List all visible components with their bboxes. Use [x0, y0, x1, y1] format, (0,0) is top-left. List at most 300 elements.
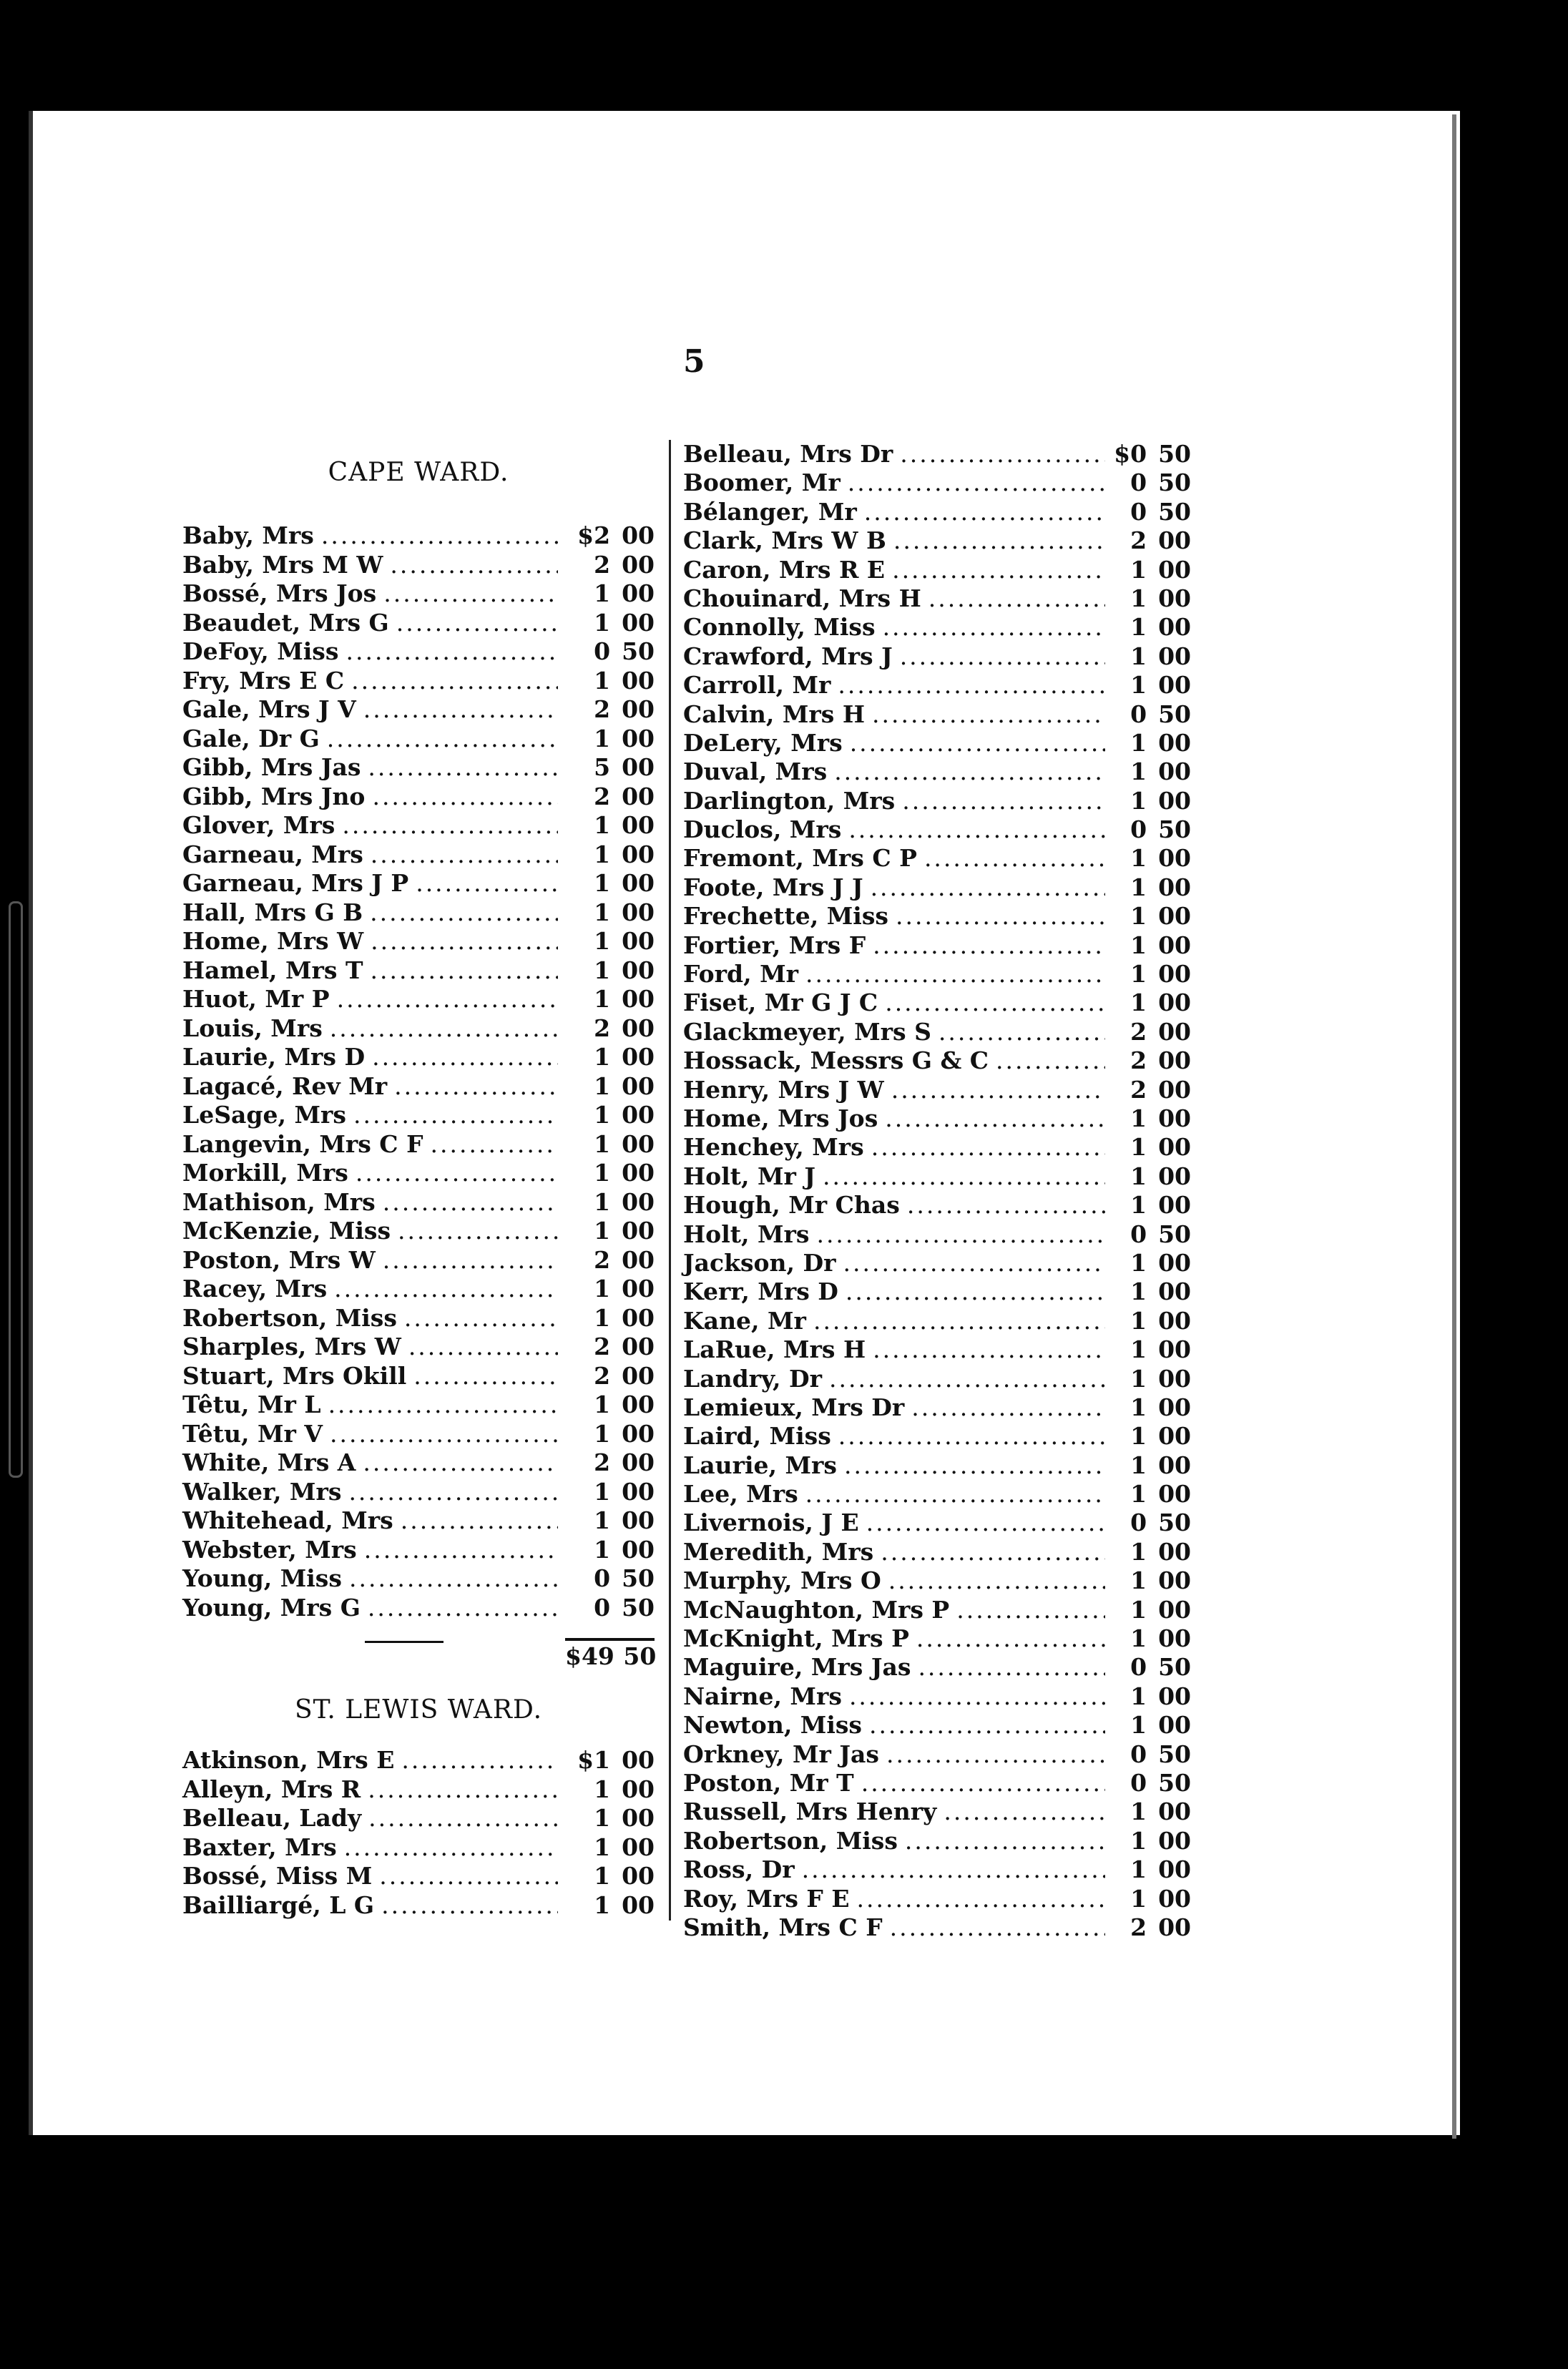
- subscriber-name: Smith, Mrs C F: [683, 1913, 883, 1941]
- amount-dollars: 1: [1130, 1855, 1147, 1884]
- dot-leader: [890, 1913, 1105, 1941]
- st-lewis-ward-heading: ST. LEWIS WARD.: [294, 1695, 543, 1725]
- subscriber-name: Clark, Mrs W B: [683, 526, 886, 555]
- list-item: [683, 1365, 1191, 1393]
- subscriber-name: Robertson, Miss: [182, 1303, 397, 1332]
- subscriber-name: Lemieux, Mrs Dr: [683, 1393, 905, 1421]
- subscriber-name: Ford, Mr: [683, 960, 798, 989]
- amount-cents: 00: [622, 1071, 655, 1100]
- amount-dollars: 1: [594, 1303, 611, 1332]
- amount-dollars: 1: [1130, 613, 1147, 642]
- subscriber-name: Whitehead, Mrs: [182, 1506, 393, 1534]
- amount-dollars: $2: [577, 521, 611, 549]
- amount-cents: 00: [622, 579, 655, 607]
- amount: [1112, 1596, 1191, 1624]
- page-edge: [1452, 114, 1456, 2139]
- amount-cents: 00: [622, 1506, 655, 1534]
- list-item: [683, 1913, 1191, 1942]
- subscriber-name: McKenzie, Miss: [182, 1217, 391, 1245]
- list-item: [683, 1076, 1191, 1104]
- amount: [565, 695, 655, 723]
- list-item: [683, 960, 1191, 989]
- amount-cents: 00: [622, 869, 655, 897]
- amount-cents: 00: [1158, 1855, 1191, 1884]
- dot-leader: [956, 1596, 1105, 1624]
- amount-cents: 50: [1158, 1220, 1191, 1248]
- dot-leader: [911, 1393, 1105, 1421]
- subscriber-name: Hamel, Mrs T: [182, 956, 363, 984]
- amount-cents: 00: [1158, 584, 1191, 612]
- amount: [1112, 873, 1191, 901]
- subscriber-name: Baby, Mrs: [182, 521, 314, 549]
- amount-cents: 00: [622, 1014, 655, 1042]
- dot-leader: [346, 637, 558, 665]
- amount-cents: 00: [1158, 671, 1191, 700]
- amount-dollars: 1: [1130, 1393, 1147, 1421]
- amount: [565, 579, 655, 607]
- page-number: 5: [683, 343, 705, 380]
- amount-cents: 00: [1158, 1306, 1191, 1335]
- cape-ward-total: [182, 1642, 655, 1674]
- amount: [1112, 757, 1191, 785]
- amount-dollars: 1: [1130, 1104, 1147, 1132]
- subscriber-name: Jackson, Dr: [683, 1248, 836, 1277]
- amount: [565, 1536, 655, 1564]
- list-item: [182, 985, 655, 1014]
- amount-cents: 00: [622, 1804, 655, 1832]
- dot-leader: [856, 1885, 1105, 1913]
- subscriber-name: Lee, Mrs: [683, 1480, 798, 1509]
- amount-dollars: 0: [1130, 1768, 1147, 1797]
- amount: [1112, 1624, 1191, 1652]
- list-item: [683, 584, 1191, 613]
- amount-cents: 00: [622, 608, 655, 637]
- list-item: [683, 757, 1191, 786]
- list-item: [182, 1043, 655, 1072]
- amount-dollars: 2: [594, 782, 611, 810]
- subscriber-name: Livernois, J E: [683, 1509, 859, 1537]
- amount-dollars: 1: [1130, 1451, 1147, 1479]
- amount-dollars: 2: [1130, 1046, 1147, 1075]
- subscriber-name: Bossé, Mrs Jos: [182, 579, 377, 607]
- dot-leader: [383, 1246, 558, 1274]
- dot-leader: [888, 1566, 1105, 1594]
- amount: [1112, 1451, 1191, 1479]
- amount: [1112, 1249, 1191, 1277]
- amount: [565, 956, 655, 984]
- amount-dollars: 1: [1130, 989, 1147, 1017]
- cape-ward-heading: CAPE WARD.: [328, 458, 509, 487]
- subscriber-name: Frechette, Miss: [683, 902, 888, 931]
- amount-cents: 00: [622, 1890, 655, 1919]
- subscriber-name: Caron, Mrs R E: [683, 555, 886, 584]
- dot-leader: [398, 1217, 558, 1245]
- amount: [1112, 1220, 1191, 1248]
- amount: [1112, 1422, 1191, 1450]
- amount-dollars: 1: [1130, 931, 1147, 959]
- dot-leader: [813, 1307, 1105, 1335]
- amount-dollars: 1: [594, 1129, 611, 1158]
- amount: [565, 1506, 655, 1534]
- amount: [1112, 671, 1191, 699]
- subscriber-name: Robertson, Miss: [683, 1826, 898, 1855]
- subscriber-name: Russell, Mrs Henry: [683, 1797, 937, 1826]
- amount-cents: 00: [622, 898, 655, 926]
- amount-cents: 50: [1158, 469, 1191, 497]
- amount-cents: 00: [1158, 1046, 1191, 1075]
- amount-cents: 00: [622, 1217, 655, 1245]
- amount-dollars: 1: [1130, 1162, 1147, 1190]
- subscriber-name: Calvin, Mrs H: [683, 700, 866, 728]
- list-item: [683, 1797, 1191, 1826]
- dot-leader: [348, 1478, 558, 1506]
- amount: [1112, 1682, 1191, 1710]
- list-item: [182, 1333, 655, 1362]
- amount-dollars: 1: [1130, 1364, 1147, 1393]
- subscriber-name: Têtu, Mr L: [182, 1390, 321, 1418]
- amount: [565, 1014, 655, 1042]
- subscriber-name: Garneau, Mrs J P: [182, 869, 409, 897]
- amount-dollars: 0: [594, 1593, 611, 1622]
- amount: [1112, 1133, 1191, 1161]
- subscriber-name: Webster, Mrs: [182, 1535, 357, 1564]
- list-item: [683, 815, 1191, 844]
- amount-dollars: 1: [1130, 1248, 1147, 1277]
- subscriber-name: White, Mrs A: [182, 1448, 356, 1476]
- list-item: [683, 1393, 1191, 1422]
- subscriber-name: Gale, Dr G: [182, 724, 320, 752]
- dot-leader: [372, 1043, 558, 1071]
- dot-leader: [344, 1833, 558, 1861]
- amount: [1112, 1885, 1191, 1913]
- amount-cents: 00: [622, 724, 655, 752]
- amount: [565, 1130, 655, 1158]
- list-item: [683, 1307, 1191, 1335]
- amount-cents: 00: [1158, 1248, 1191, 1277]
- amount: [565, 1448, 655, 1476]
- amount-dollars: 1: [594, 1159, 611, 1187]
- amount-dollars: 1: [594, 1890, 611, 1919]
- dot-leader: [928, 584, 1105, 612]
- list-item: [182, 1130, 655, 1159]
- amount: [1112, 1855, 1191, 1883]
- list-item: [182, 1101, 655, 1130]
- amount-dollars: 0: [1130, 497, 1147, 526]
- list-item: [683, 1855, 1191, 1884]
- subscriber-name: Mathison, Mrs: [182, 1187, 376, 1216]
- list-item: [683, 1422, 1191, 1451]
- dot-leader: [370, 898, 558, 926]
- dot-leader: [328, 1390, 558, 1418]
- list-item: [683, 526, 1191, 555]
- amount-cents: 50: [622, 1593, 655, 1622]
- amount-dollars: 1: [594, 811, 611, 839]
- amount: [1112, 1335, 1191, 1363]
- st-lewis-ward-continued-list: [683, 440, 1191, 1942]
- list-item: [182, 927, 655, 956]
- list-item: [683, 844, 1191, 873]
- list-item: [683, 1451, 1191, 1480]
- list-item: [683, 700, 1191, 729]
- amount-dollars: 1: [594, 956, 611, 984]
- dot-leader: [873, 931, 1105, 959]
- dot-leader: [805, 1480, 1105, 1508]
- amount-dollars: 1: [1130, 1682, 1147, 1710]
- amount: [1112, 1653, 1191, 1681]
- amount-cents: 00: [1158, 757, 1191, 786]
- amount: [565, 985, 655, 1013]
- amount: [565, 840, 655, 868]
- dot-leader: [871, 873, 1105, 901]
- amount-dollars: 1: [594, 1506, 611, 1534]
- amount-cents: 00: [622, 1477, 655, 1506]
- amount-cents: 00: [622, 550, 655, 579]
- amount-cents: 50: [622, 1564, 655, 1592]
- amount-dollars: 1: [594, 1775, 611, 1803]
- amount: [565, 1862, 655, 1890]
- subscriber-name: Young, Miss: [182, 1564, 342, 1592]
- amount-dollars: $1: [577, 1746, 611, 1774]
- subscriber-name: Holt, Mr J: [683, 1162, 815, 1190]
- amount-dollars: 0: [1130, 1653, 1147, 1682]
- list-item: [683, 1711, 1191, 1740]
- total-amount: [565, 1642, 655, 1670]
- list-item: [683, 873, 1191, 902]
- list-item: [182, 725, 655, 754]
- list-item: [683, 440, 1191, 469]
- amount-cents: 00: [622, 521, 655, 549]
- subscriber-name: LeSage, Mrs: [182, 1101, 346, 1129]
- amount: [1112, 1509, 1191, 1536]
- dot-leader: [829, 1365, 1105, 1393]
- amount: [1112, 1711, 1191, 1739]
- subscriber-name: Darlington, Mrs: [683, 786, 896, 815]
- amount-cents: 00: [1158, 1682, 1191, 1710]
- amount-dollars: 1: [594, 666, 611, 695]
- amount-cents: 00: [1158, 1884, 1191, 1913]
- list-item: [182, 1506, 655, 1536]
- amount: [565, 1420, 655, 1448]
- dot-leader: [846, 1277, 1105, 1305]
- list-item: [182, 521, 655, 551]
- amount-cents: 50: [1158, 815, 1191, 844]
- amount-dollars: 1: [594, 579, 611, 607]
- dot-leader: [869, 1711, 1105, 1739]
- dot-leader: [848, 469, 1105, 496]
- amount: [1112, 1307, 1191, 1335]
- dot-leader: [337, 985, 558, 1013]
- subscriber-name: Glover, Mrs: [182, 811, 335, 839]
- dot-leader: [816, 1220, 1105, 1248]
- dot-leader: [905, 1827, 1105, 1855]
- subscriber-name: Laurie, Mrs: [683, 1451, 837, 1479]
- amount-cents: 00: [622, 1245, 655, 1274]
- amount-cents: 00: [622, 1129, 655, 1158]
- subscriber-name: Home, Mrs Jos: [683, 1104, 878, 1132]
- subscriber-name: Kerr, Mrs D: [683, 1277, 838, 1306]
- list-item: [182, 1804, 655, 1833]
- amount-dollars: 5: [594, 753, 611, 781]
- list-item: [683, 469, 1191, 497]
- amount-cents: 50: [1158, 1653, 1191, 1682]
- amount-cents: 00: [1158, 989, 1191, 1017]
- amount-dollars: 1: [1130, 1566, 1147, 1595]
- amount-cents: 50: [1158, 700, 1191, 728]
- amount-dollars: 2: [594, 550, 611, 579]
- list-item: [182, 551, 655, 580]
- dot-leader: [381, 1891, 558, 1919]
- amount: [1112, 1797, 1191, 1825]
- amount-cents: 00: [1158, 1566, 1191, 1595]
- dot-leader: [873, 1335, 1105, 1363]
- subscriber-name: Home, Mrs W: [182, 927, 364, 955]
- list-item: [182, 1188, 655, 1217]
- subscriber-name: Hough, Mr Chas: [683, 1191, 900, 1220]
- subscriber-name: Fry, Mrs E C: [182, 666, 345, 695]
- dot-leader: [838, 1422, 1105, 1450]
- subscriber-name: Murphy, Mrs O: [683, 1566, 881, 1595]
- list-item: [683, 989, 1191, 1017]
- dot-leader: [843, 1249, 1105, 1277]
- dot-leader: [864, 498, 1105, 526]
- dot-leader: [368, 1775, 558, 1803]
- amount-cents: 00: [1158, 1162, 1191, 1190]
- amount-dollars: 1: [594, 1833, 611, 1861]
- dot-leader: [321, 521, 558, 549]
- amount-cents: 00: [622, 1275, 655, 1303]
- dot-leader: [353, 1101, 558, 1129]
- amount-cents: 00: [622, 811, 655, 839]
- amount-cents: 00: [1158, 931, 1191, 959]
- amount: [1112, 815, 1191, 843]
- dot-leader: [351, 667, 558, 695]
- amount-cents: 00: [1158, 526, 1191, 555]
- amount: [1112, 526, 1191, 554]
- subscriber-name: McKnight, Mrs P: [683, 1624, 909, 1653]
- list-item: [182, 811, 655, 840]
- amount-dollars: 1: [1130, 960, 1147, 989]
- amount-cents: 00: [622, 1333, 655, 1360]
- amount-cents: 00: [622, 1390, 655, 1418]
- dot-leader: [871, 1133, 1105, 1161]
- amount-cents: 00: [622, 1746, 655, 1774]
- binding-thread: [9, 901, 23, 1478]
- amount-dollars: 2: [594, 1014, 611, 1042]
- dot-leader: [372, 783, 558, 810]
- amount-cents: 00: [622, 1187, 655, 1216]
- dot-leader: [330, 1014, 558, 1042]
- amount-cents: 00: [622, 1775, 655, 1803]
- amount-dollars: 0: [1130, 469, 1147, 497]
- subscriber-name: Laird, Miss: [683, 1422, 831, 1451]
- amount-dollars: 1: [1130, 1335, 1147, 1364]
- subscriber-name: Young, Mrs G: [182, 1593, 361, 1622]
- list-item: [683, 556, 1191, 584]
- amount: [1112, 787, 1191, 815]
- list-item: [182, 1775, 655, 1805]
- amount-dollars: 1: [1130, 1884, 1147, 1913]
- amount: [1112, 1018, 1191, 1046]
- amount-dollars: 1: [1130, 1711, 1147, 1740]
- amount-dollars: 0: [1130, 1740, 1147, 1768]
- amount: [1112, 1393, 1191, 1421]
- dot-leader: [408, 1333, 558, 1360]
- list-item: [683, 1133, 1191, 1162]
- subscriber-name: Bélanger, Mr: [683, 497, 857, 526]
- amount-dollars: 1: [594, 927, 611, 955]
- list-item: [182, 1833, 655, 1863]
- amount-dollars: 1: [1130, 1797, 1147, 1826]
- subscriber-name: Duval, Mrs: [683, 757, 828, 786]
- list-item: [683, 931, 1191, 960]
- amount-dollars: 1: [1130, 728, 1147, 757]
- amount-cents: 00: [1158, 555, 1191, 584]
- amount-dollars: 1: [1130, 1624, 1147, 1653]
- amount-dollars: 1: [594, 1275, 611, 1303]
- dot-leader: [379, 1862, 558, 1890]
- subscriber-name: DeLery, Mrs: [683, 728, 843, 757]
- amount-dollars: 1: [1130, 1826, 1147, 1855]
- list-item: [683, 1480, 1191, 1509]
- amount: [1112, 642, 1191, 670]
- list-item: [182, 1746, 655, 1775]
- amount: [1112, 1046, 1191, 1074]
- amount-cents: 00: [622, 840, 655, 868]
- amount-cents: 00: [1158, 1422, 1191, 1451]
- subscriber-name: Belleau, Lady: [182, 1804, 362, 1832]
- amount: [565, 667, 655, 695]
- amount: [1112, 1913, 1191, 1941]
- subscriber-name: Atkinson, Mrs E: [182, 1746, 395, 1774]
- amount-cents: 00: [1158, 786, 1191, 815]
- subscriber-name: Baxter, Mrs: [182, 1833, 337, 1861]
- amount: [1112, 1365, 1191, 1393]
- list-item: [182, 1420, 655, 1449]
- amount-cents: 00: [1158, 1191, 1191, 1220]
- list-item: [683, 1682, 1191, 1711]
- dot-leader: [401, 1506, 558, 1534]
- dot-leader: [431, 1130, 559, 1158]
- dot-leader: [902, 787, 1105, 815]
- list-item: [683, 498, 1191, 526]
- subscriber-name: Hall, Mrs G B: [182, 898, 363, 926]
- amount-dollars: 1: [594, 1390, 611, 1418]
- subscriber-name: DeFoy, Miss: [182, 637, 339, 665]
- amount-cents: 00: [1158, 1393, 1191, 1421]
- amount-cents: 50: [1158, 440, 1191, 468]
- amount-cents: 00: [1158, 1711, 1191, 1740]
- list-item: [683, 671, 1191, 700]
- list-item: [182, 898, 655, 928]
- amount-dollars: 0: [1130, 1220, 1147, 1248]
- list-item: [683, 642, 1191, 671]
- subscriber-name: Connolly, Miss: [683, 613, 876, 642]
- amount: [1112, 700, 1191, 728]
- total-rules: [182, 1635, 655, 1642]
- amount-cents: 00: [622, 1535, 655, 1564]
- dot-leader: [834, 757, 1105, 785]
- amount-dollars: 1: [594, 1804, 611, 1832]
- dot-leader: [872, 700, 1105, 728]
- amount-cents: 00: [1158, 1537, 1191, 1566]
- subscriber-name: Fortier, Mrs F: [683, 931, 866, 959]
- list-item: [683, 1046, 1191, 1075]
- list-item: [182, 1072, 655, 1102]
- subscriber-name: Hossack, Messrs G & C: [683, 1046, 989, 1075]
- list-item: [683, 1624, 1191, 1653]
- subscriber-name: Newton, Miss: [683, 1711, 863, 1740]
- amount-dollars: 1: [1130, 671, 1147, 700]
